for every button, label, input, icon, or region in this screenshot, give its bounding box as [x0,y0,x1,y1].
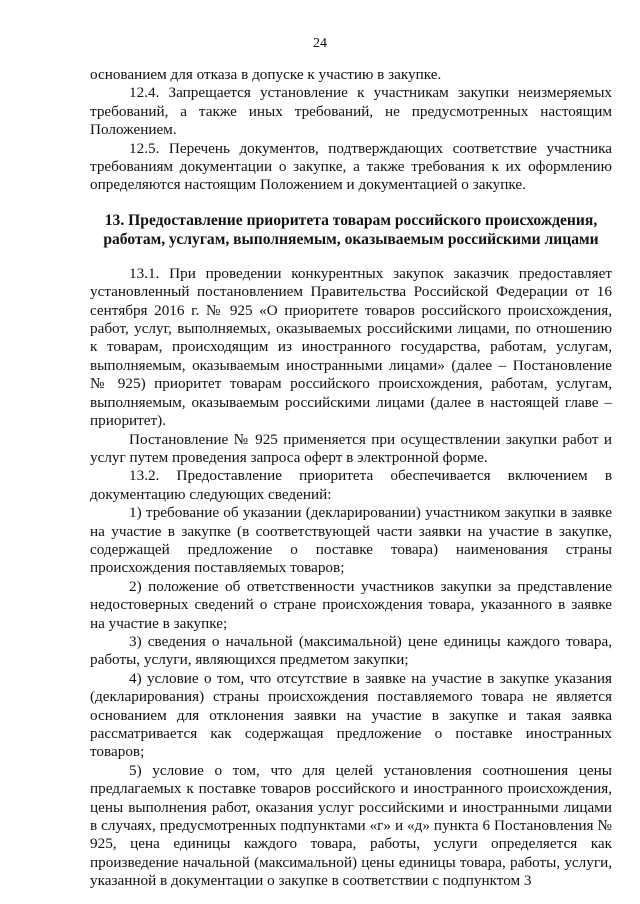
paragraph-12-5: 12.5. Перечень документов, подтверждающих соответствие участника требованиям документации о закупке, а также требования к их оформлению определяются настоящим Положением и документацией о закупке. [90,139,612,194]
paragraph-13-2: 13.2. Предоставление приоритета обеспечивается включением в документацию следующих сведений: [90,467,612,503]
list-item-1: 1) требование об указании (декларировании) участником закупки в заявке на участие в закупке (в соответствующей части заявки на участие в закупке, содержащей предложение о поставке товара) наименования страны происхождения поставляемых товаров; [90,504,612,577]
list-item-5: 5) условие о том, что для целей установления соотношения цены предлагаемых к поставке товаров российского и иностранного происхождения, цены выполнения работ, оказания услуг российскими и иностранными лицами в случаях, предусмотренных подпунктами «г» и «д» пункта 6 Постановления № 925, цена единицы каждого товара, работы, услуги определяется как произведение начальной (максимальной) цены единицы товара, работы, услуги, указанной в документации о закупке в соответствии с подпунктом 3 [90,761,612,890]
paragraph-resolution-925: Постановление № 925 применяется при осуществлении закупки работ и услуг путем проведения запроса оферт в электронной форме. [90,430,612,466]
list-item-4: 4) условие о том, что отсутствие в заявке на участие в закупке указания (декларирования) страны происхождения поставляемого товара не является основанием для отклонения заявки на участие в закупке и такая заявка рассматривается как содержащая предложение о поставке иностранных товаров; [90,669,612,761]
paragraph-13-1: 13.1. При проведении конкурентных закупок заказчик предоставляет установленный постановлением Правительства Российской Федерации от 16 сентября 2016 г. № 925 «О приоритете товаров российского происхождения, работ, услуг, выполняемых, оказываемых российскими лицами, по отношению к товарам, происходящим из иностранного государства, работам, услугам, выполняемым, оказываемым иностранными лицами» (далее – Постановление № 925) приоритет товарам российского происхождения, работам, услугам, выполняемым, оказываемым российскими лицами (далее в настоящей главе – приоритет). [90,264,612,430]
paragraph-12-4: 12.4. Запрещается установление к участникам закупки неизмеряемых требований, а также иных требований, не предусмотренных настоящим Положением. [90,84,612,139]
list-item-2: 2) положение об ответственности участников закупки за представление недостоверных сведений о стране происхождения товара, указанного в заявке на участие в закупке; [90,577,612,632]
paragraph-continuation: основанием для отказа в допуске к участию в закупке. [90,66,442,83]
list-item-3: 3) сведения о начальной (максимальной) цене единицы каждого товара, работы, услуги, являющихся предметом закупки; [90,632,612,669]
section-heading: 13. Предоставление приоритета товарам российского происхождения, работам, услугам, выполняемым, оказываемым российскими лицами [103,211,599,248]
page-number: 24 [313,36,327,51]
document-body [90,66,612,891]
